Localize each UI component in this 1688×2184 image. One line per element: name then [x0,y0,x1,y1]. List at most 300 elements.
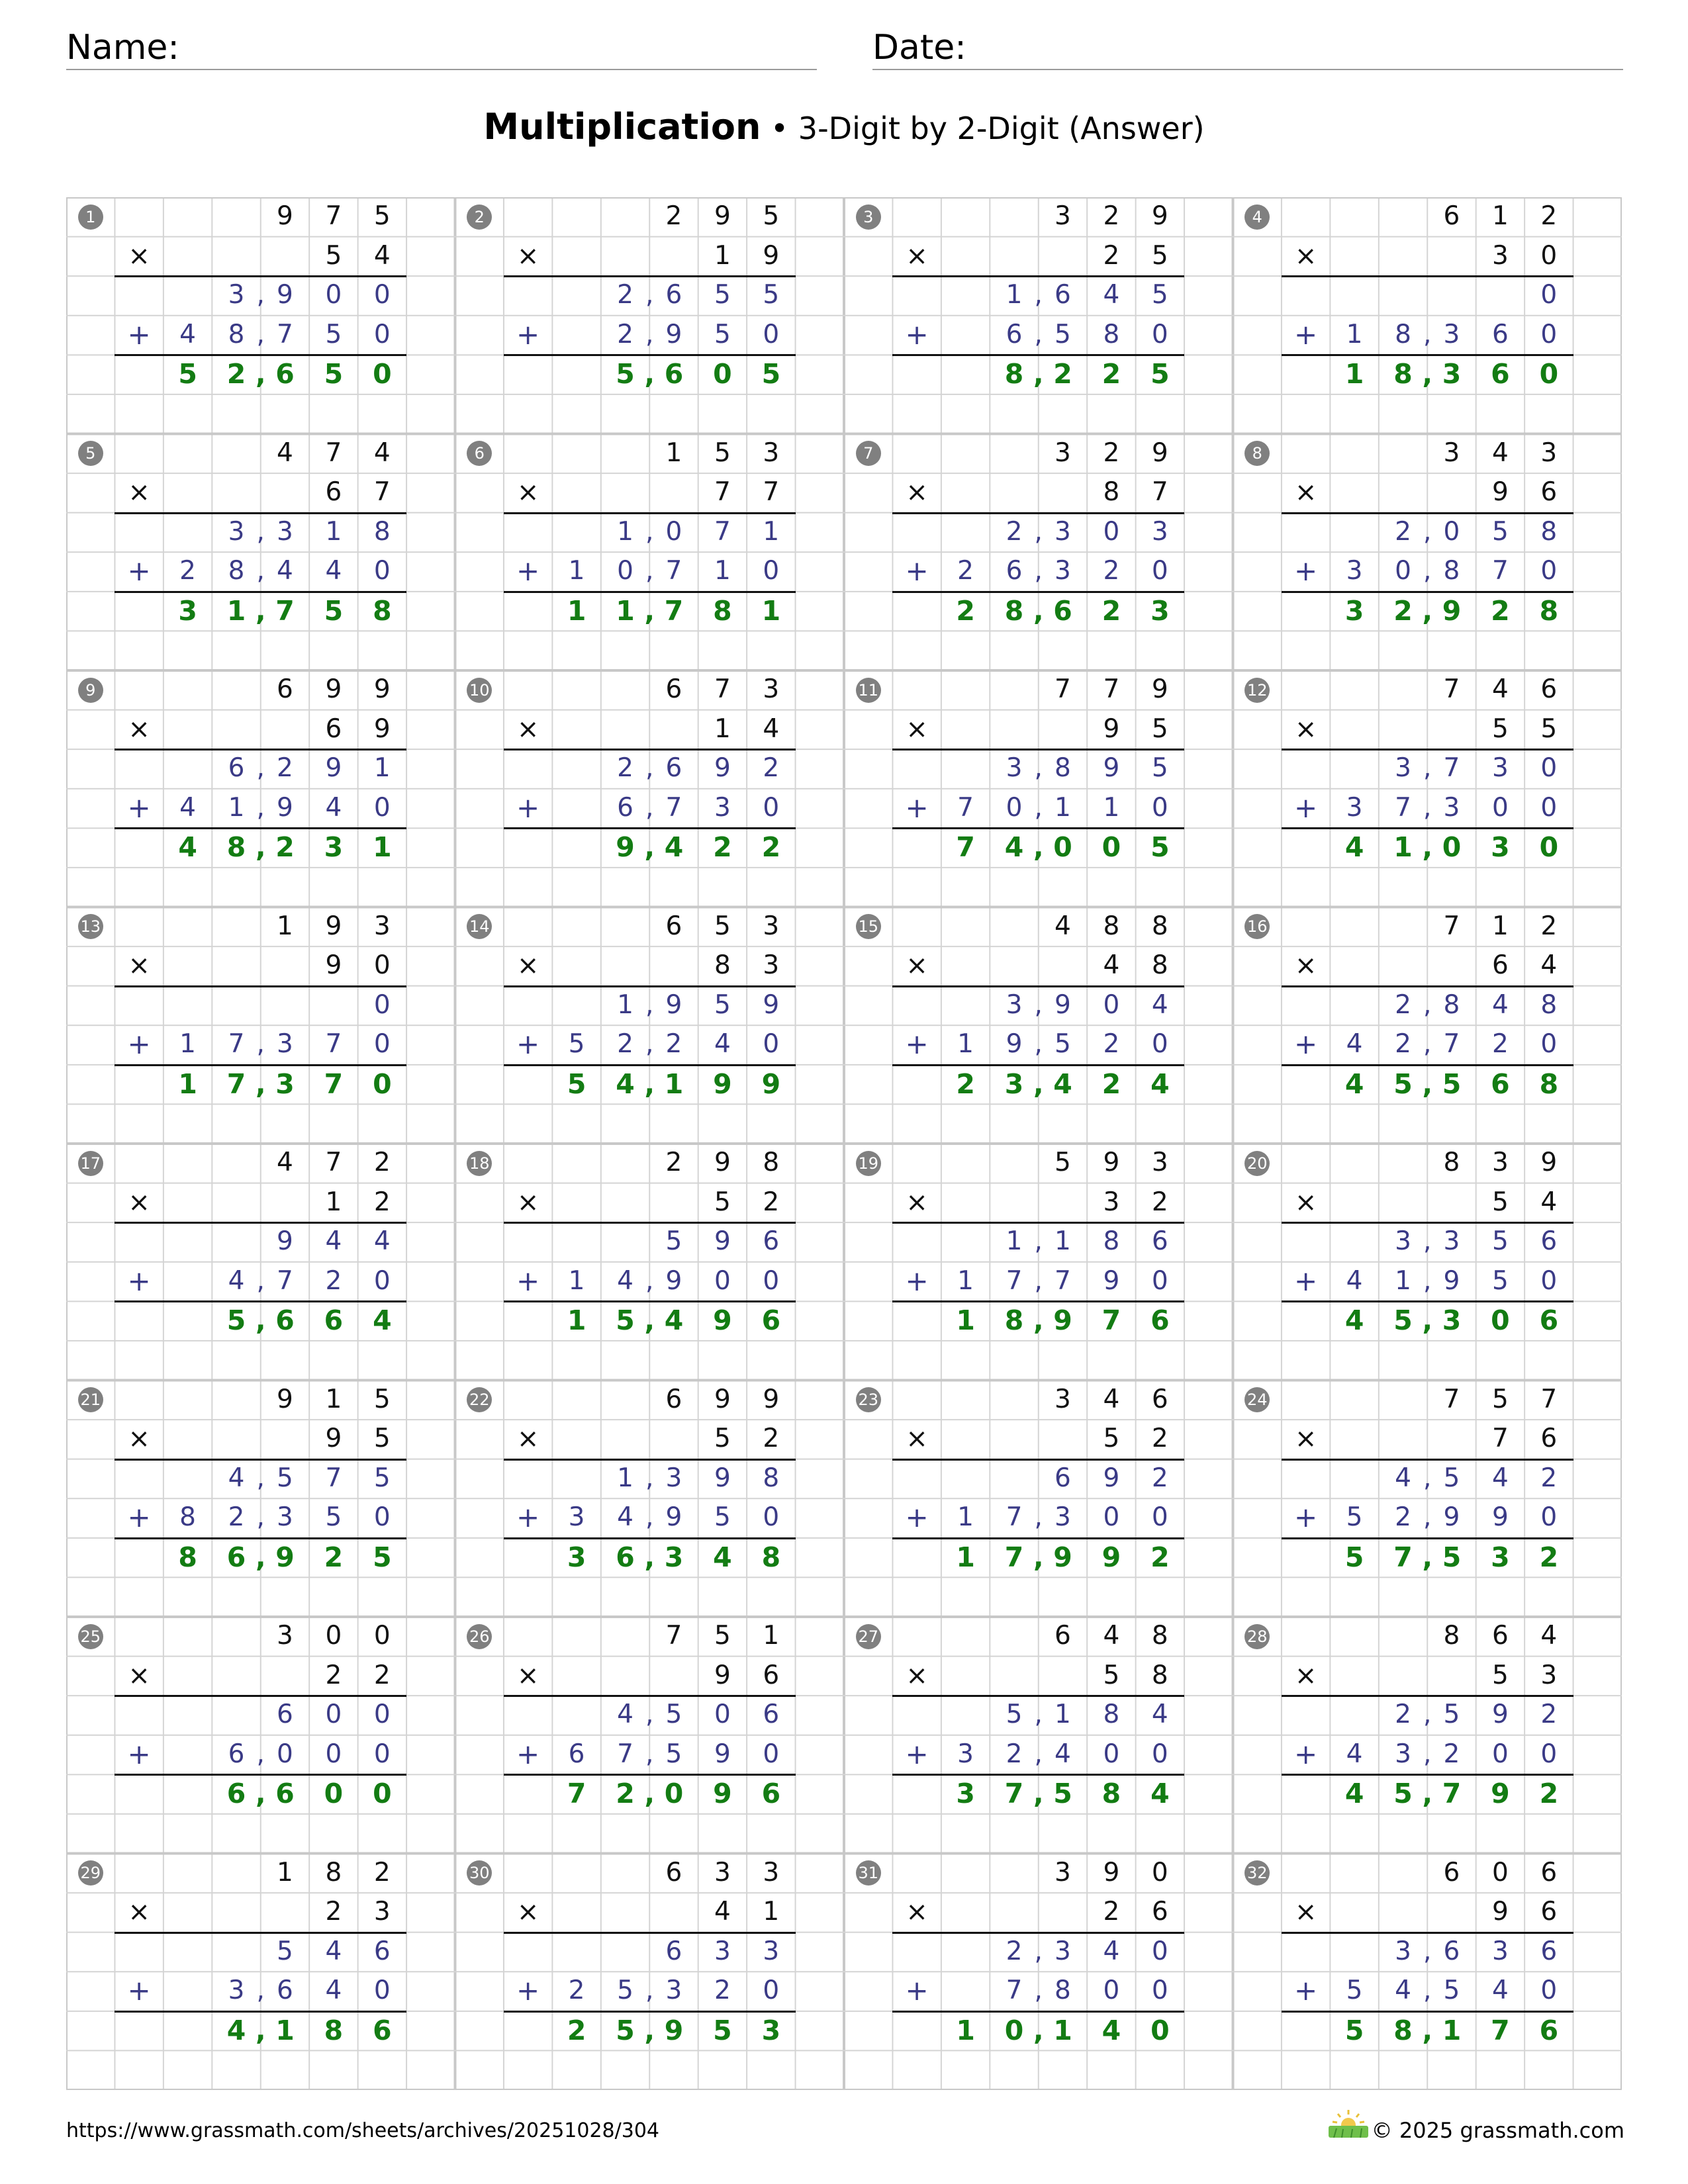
sum-rule [1282,1064,1573,1066]
answer-digit: 0 [1102,831,1121,864]
partial-product-1-digit: 6 [1055,1463,1071,1493]
partial-product-2-digit: 0 [373,556,391,586]
partial-product-1-digit: 9 [1103,1463,1120,1493]
partial-product-2-digit: 8 [228,319,245,349]
answer-comma: , [1422,831,1433,864]
partial-product-1-comma: , [1034,989,1043,1020]
answer-digit: 8 [761,1541,781,1573]
partial-product-2-digit: 6 [277,1976,293,2006]
answer-digit: 9 [616,831,635,864]
partial-product-2-digit: 4 [179,792,196,823]
sun-over-grass-icon [1327,2109,1370,2138]
partial-product-2-digit: 9 [665,319,682,349]
partial-product-2-digit: 0 [1540,1029,1558,1060]
answer-comma: , [1033,1778,1044,1810]
answer-digit: 3 [1442,1304,1462,1337]
partial-product-2-digit: 1 [1055,792,1071,823]
answer-digit: 2 [956,594,975,627]
multiplicand-digit: 6 [1151,1384,1168,1414]
partial-product-2-digit: 5 [617,1976,633,2006]
times-sign: × [906,477,928,508]
multiplier-digit: 3 [763,950,780,981]
times-sign: × [1294,1187,1317,1218]
partial-product-2-digit: 0 [1540,1976,1558,2006]
multiplicand-digit: 3 [763,674,780,704]
partial-product-2-digit: 0 [1151,1029,1168,1060]
partial-product-2-digit: 3 [1443,319,1460,349]
plus-sign: + [1294,1737,1318,1770]
answer-digit: 6 [1539,2014,1559,2046]
answer-digit: 8 [1004,358,1024,390]
answer-digit: 5 [616,2014,635,2046]
partial-product-2-digit: 1 [1346,319,1363,349]
partial-product-2-digit: 4 [228,1265,245,1296]
multiplicand-digit: 2 [665,1148,682,1177]
answer-digit: 5 [1393,1304,1413,1337]
partial-product-1-digit: 3 [1443,1226,1460,1257]
partial-product-1-digit: 6 [277,1700,293,1730]
multiplicand-digit: 7 [1103,674,1120,704]
partial-product-1-digit: 3 [1395,1226,1411,1257]
problem-number-badge: 29 [78,1860,103,1886]
sum-rule [115,1300,406,1302]
answer-comma: , [255,1541,266,1573]
partial-product-2-digit: 0 [1103,1976,1120,2006]
multiplicand-digit: 9 [1103,1857,1120,1888]
partial-product-1-digit: 6 [1540,1936,1558,1966]
plus-sign: + [1294,1264,1318,1297]
times-sign: × [516,1897,539,1928]
sum-rule [115,1222,406,1224]
sum-rule [892,1064,1184,1066]
sum-rule [504,1300,796,1302]
date-field[interactable] [872,25,1623,70]
multiplier-digit: 4 [373,240,391,271]
answer-digit: 7 [956,831,975,864]
partial-product-2-comma: , [645,1502,654,1533]
partial-product-2-digit: 3 [568,1502,585,1533]
answer-comma: , [1422,594,1433,627]
answer-comma: , [1033,1068,1044,1100]
partial-product-1-digit: 9 [277,280,293,310]
partial-product-1-digit: 0 [373,989,391,1020]
times-sign: × [516,950,539,981]
multiplier-digit: 5 [1103,1424,1120,1454]
partial-product-2-digit: 0 [373,792,391,823]
sum-rule [1282,591,1573,593]
sum-rule [504,354,796,356]
sum-rule [504,1695,796,1697]
partial-product-2-digit: 9 [665,1265,682,1296]
partial-product-2-digit: 8 [179,1502,196,1533]
partial-product-1-digit: 1 [1055,1226,1071,1257]
sum-rule [1282,1537,1573,1539]
answer-digit: 0 [373,358,392,390]
sum-rule [1282,512,1573,514]
partial-product-1-digit: 8 [1540,989,1558,1020]
answer-comma: , [255,2014,266,2046]
partial-product-2-digit: 1 [228,792,245,823]
partial-product-2-digit: 5 [1346,1502,1363,1533]
answer-comma: , [255,1068,266,1100]
answer-digit: 3 [324,831,344,864]
partial-product-1-comma: , [645,1700,654,1730]
partial-product-1-digit: 8 [1443,989,1460,1020]
worksheet-grid [66,197,1622,2090]
partial-product-1-digit: 7 [325,1463,342,1493]
partial-product-1-digit: 3 [1006,753,1023,784]
answer-digit: 6 [1150,1304,1170,1337]
plus-sign: + [127,1974,151,2007]
multiplicand-digit: 6 [1540,1857,1558,1888]
partial-product-1-digit: 4 [1103,1936,1120,1966]
partial-product-2-digit: 3 [1395,1739,1411,1769]
sum-rule [115,1459,406,1461]
answer-digit: 7 [1004,1541,1024,1573]
sum-rule [504,827,796,829]
answer-digit: 1 [664,1068,684,1100]
answer-digit: 3 [567,1541,586,1573]
answer-digit: 1 [956,1541,975,1573]
partial-product-2-comma: , [256,556,265,586]
problem-number-badge: 31 [856,1860,881,1886]
partial-product-2-digit: 0 [1540,1265,1558,1296]
answer-digit: 9 [761,1068,781,1100]
partial-product-2-comma: , [645,1029,654,1060]
answer-digit: 4 [178,831,197,864]
sum-rule [504,512,796,514]
partial-product-2-digit: 6 [568,1739,585,1769]
partial-product-2-digit: 1 [179,1029,196,1060]
partial-product-2-digit: 1 [957,1029,974,1060]
sum-rule [1282,1774,1573,1776]
partial-product-1-digit: 6 [763,1226,780,1257]
answer-digit: 6 [275,358,295,390]
partial-product-2-digit: 2 [568,1976,585,2006]
partial-product-2-digit: 4 [277,556,293,586]
partial-product-2-digit: 4 [325,792,342,823]
answer-comma: , [1422,1778,1433,1810]
multiplicand-digit: 7 [1055,674,1071,704]
partial-product-2-digit: 4 [714,1029,731,1060]
partial-product-1-digit: 6 [763,1700,780,1730]
partial-product-1-digit: 0 [714,1700,731,1730]
answer-digit: 1 [956,2014,975,2046]
plus-sign: + [127,791,151,824]
partial-product-1-digit: 3 [228,516,245,547]
partial-product-1-digit: 4 [325,1936,342,1966]
answer-digit: 5 [1150,358,1170,390]
multiplier-digit: 9 [714,1660,731,1690]
answer-digit: 6 [373,2014,392,2046]
partial-product-1-comma: , [1423,1700,1432,1730]
partial-product-1-digit: 5 [1151,753,1168,784]
partial-product-2-digit: 1 [568,556,585,586]
times-sign: × [128,1424,150,1455]
answer-digit: 2 [1539,1778,1559,1810]
answer-comma: , [255,358,266,390]
multiplicand-digit: 4 [277,1148,293,1177]
sum-rule [115,1537,406,1539]
times-sign: × [1294,1897,1317,1928]
sum-rule [504,1932,796,1934]
answer-digit: 6 [1053,594,1072,627]
multiplicand-digit: 3 [1491,1148,1509,1177]
partial-product-2-comma: , [1034,319,1043,349]
answer-digit: 0 [1053,831,1072,864]
partial-product-1-digit: 5 [1491,1226,1509,1257]
multiplier-digit: 5 [1491,1187,1509,1217]
sum-rule [892,985,1184,987]
multiplicand-digit: 7 [665,1621,682,1651]
partial-product-1-digit: 5 [665,1700,682,1730]
answer-comma: , [1422,2014,1433,2046]
multiplicand-digit: 6 [1055,1621,1071,1651]
partial-product-1-comma: , [1034,753,1043,784]
times-sign: × [906,1187,928,1218]
multiplicand-digit: 8 [1151,1621,1168,1651]
answer-digit: 1 [616,594,635,627]
partial-product-1-digit: 6 [665,280,682,310]
answer-digit: 2 [761,831,781,864]
partial-product-2-digit: 1 [957,1265,974,1296]
partial-product-2-digit: 6 [617,792,633,823]
multiplicand-digit: 9 [1103,1148,1120,1177]
partial-product-2-digit: 7 [277,319,293,349]
answer-digit: 7 [1491,2014,1510,2046]
partial-product-1-digit: 4 [617,1700,633,1730]
partial-product-1-digit: 5 [277,1463,293,1493]
multiplicand-digit: 8 [325,1857,342,1888]
problem-number-badge: 19 [856,1151,881,1176]
partial-product-1-digit: 8 [1055,753,1071,784]
partial-product-1-digit: 4 [1491,989,1509,1020]
partial-product-2-digit: 8 [1443,556,1460,586]
partial-product-1-digit: 2 [763,753,780,784]
partial-product-2-comma: , [1034,1976,1043,2006]
multiplier-digit: 9 [1491,1897,1509,1927]
multiplicand-digit: 5 [714,911,731,941]
answer-digit: 7 [275,594,295,627]
sum-rule [115,1932,406,1934]
footer-url: https://www.grassmath.com/sheets/archives/20251028/304 [66,2119,660,2142]
partial-product-2-digit: 0 [325,1739,342,1769]
multiplicand-digit: 7 [325,1148,342,1177]
partial-product-2-comma: , [256,1265,265,1296]
multiplicand-digit: 9 [763,1384,780,1414]
problem-number-badge: 6 [467,441,492,466]
times-sign: × [1294,713,1317,745]
multiplicand-digit: 6 [665,911,682,941]
answer-digit: 1 [178,1068,197,1100]
partial-product-1-digit: 6 [1151,1226,1168,1257]
answer-digit: 8 [1004,1304,1024,1337]
multiplier-digit: 6 [1540,1424,1558,1454]
times-sign: × [906,713,928,745]
partial-product-2-digit: 6 [1491,319,1509,349]
sum-rule [1282,1222,1573,1224]
multiplier-digit: 0 [373,950,391,981]
multiplicand-digit: 3 [714,1857,731,1888]
footer-copyright: © 2025 grassmath.com [1371,2118,1624,2143]
partial-product-1-digit: 1 [1055,1700,1071,1730]
name-field[interactable] [66,25,817,70]
partial-product-2-digit: 2 [665,1029,682,1060]
partial-product-2-digit: 2 [1443,1739,1460,1769]
partial-product-2-digit: 0 [277,1739,293,1769]
multiplicand-digit: 1 [1491,201,1509,231]
sum-rule [892,827,1184,829]
multiplier-digit: 9 [1103,713,1120,744]
multiplicand-digit: 3 [1151,1148,1168,1177]
answer-digit: 9 [1442,594,1462,627]
multiplicand-digit: 9 [1151,674,1168,704]
partial-product-1-digit: 0 [1540,280,1558,310]
partial-product-1-digit: 3 [1395,753,1411,784]
multiplicand-digit: 7 [1443,674,1460,704]
answer-digit: 9 [1053,1304,1072,1337]
partial-product-2-digit: 0 [373,1739,391,1769]
partial-product-1-digit: 0 [1151,1936,1168,1966]
partial-product-2-digit: 7 [665,556,682,586]
partial-product-1-digit: 9 [1103,753,1120,784]
answer-comma: , [1422,358,1433,390]
partial-product-2-digit: 0 [1151,792,1168,823]
answer-digit: 1 [275,2014,295,2046]
multiplier-digit: 6 [325,713,342,744]
multiplicand-digit: 2 [373,1857,391,1888]
partial-product-2-comma: , [645,319,654,349]
answer-comma: , [1422,1304,1433,1337]
partial-product-2-comma: , [1034,1265,1043,1296]
multiplier-digit: 4 [714,1897,731,1927]
answer-digit: 3 [1442,358,1462,390]
partial-product-2-digit: 0 [1540,1739,1558,1769]
answer-digit: 6 [1491,358,1510,390]
multiplier-digit: 2 [373,1187,391,1217]
partial-product-1-digit: 5 [277,1936,293,1966]
partial-product-2-comma: , [645,792,654,823]
sum-rule [504,1459,796,1461]
multiplier-digit: 2 [325,1897,342,1927]
answer-digit: 5 [1150,831,1170,864]
answer-digit: 2 [324,1541,344,1573]
name-label: Name: [66,28,179,68]
answer-digit: 4 [373,1304,392,1337]
times-sign: × [128,240,150,271]
answer-digit: 1 [567,594,586,627]
partial-product-1-digit: 5 [714,989,731,1020]
partial-product-1-digit: 8 [1103,1226,1120,1257]
multiplier-digit: 2 [1151,1187,1168,1217]
answer-digit: 0 [1004,2014,1024,2046]
problem-number-badge: 20 [1244,1151,1270,1176]
multiplicand-digit: 8 [1103,911,1120,941]
multiplicand-digit: 1 [1491,911,1509,941]
problem-number-badge: 28 [1244,1624,1270,1649]
partial-product-1-digit: 9 [714,1463,731,1493]
answer-digit: 6 [761,1778,781,1810]
partial-product-2-digit: 5 [714,319,731,349]
partial-product-2-digit: 4 [617,1502,633,1533]
partial-product-1-digit: 3 [1055,516,1071,547]
plus-sign: + [127,1028,151,1061]
partial-product-2-digit: 3 [1346,556,1363,586]
partial-product-1-digit: 2 [1006,1936,1023,1966]
partial-product-2-digit: 2 [228,1502,245,1533]
partial-product-1-digit: 2 [1540,1700,1558,1730]
multiplicand-digit: 9 [714,1148,731,1177]
sum-rule [504,591,796,593]
partial-product-2-digit: 0 [373,1976,391,2006]
answer-comma: , [644,1304,655,1337]
partial-product-2-comma: , [1034,792,1043,823]
times-sign: × [128,477,150,508]
multiplier-digit: 9 [1491,477,1509,508]
answer-digit: 7 [226,1068,246,1100]
plus-sign: + [905,1264,929,1297]
sum-rule [1282,985,1573,987]
plus-sign: + [905,1974,929,2007]
partial-product-1-digit: 6 [1540,1226,1558,1257]
answer-digit: 4 [226,2014,246,2046]
partial-product-2-digit: 0 [373,1265,391,1296]
multiplier-digit: 4 [1103,950,1120,981]
partial-product-1-digit: 9 [1055,989,1071,1020]
partial-product-2-digit: 2 [1103,556,1120,586]
partial-product-1-digit: 2 [617,280,633,310]
partial-product-1-digit: 9 [714,753,731,784]
multiplier-digit: 9 [325,1424,342,1454]
partial-product-1-digit: 1 [1006,280,1023,310]
partial-product-2-digit: 7 [1006,1502,1023,1533]
partial-product-2-digit: 0 [1151,319,1168,349]
partial-product-2-digit: 7 [1006,1265,1023,1296]
sum-rule [892,1459,1184,1461]
answer-digit: 4 [1004,831,1024,864]
answer-digit: 5 [1053,1778,1072,1810]
partial-product-1-digit: 3 [1491,753,1509,784]
partial-product-2-digit: 0 [1103,1739,1120,1769]
answer-digit: 6 [226,1778,246,1810]
partial-product-2-digit: 0 [1103,1502,1120,1533]
answer-digit: 3 [664,1541,684,1573]
answer-digit: 9 [713,1068,732,1100]
multiplicand-digit: 2 [1103,437,1120,468]
plus-sign: + [905,318,929,351]
problem-number-badge: 30 [467,1860,492,1886]
partial-product-2-digit: 7 [665,792,682,823]
partial-product-2-digit: 4 [1395,1976,1411,2006]
partial-product-2-digit: 0 [1395,556,1411,586]
partial-product-2-digit: 0 [1006,792,1023,823]
partial-product-1-digit: 1 [373,753,391,784]
times-sign: × [128,713,150,745]
partial-product-1-digit: 9 [277,1226,293,1257]
partial-product-2-digit: 9 [1006,1029,1023,1060]
sum-rule [504,1537,796,1539]
partial-product-2-comma: , [1423,319,1432,349]
sum-rule [115,275,406,277]
problem-number-badge: 8 [1244,441,1270,466]
multiplicand-digit: 5 [1055,1148,1071,1177]
multiplicand-digit: 5 [714,1621,731,1651]
plus-sign: + [127,1501,151,1534]
multiplicand-digit: 9 [373,674,391,704]
multiplicand-digit: 9 [277,201,293,231]
answer-digit: 5 [761,358,781,390]
sum-rule [115,749,406,751]
